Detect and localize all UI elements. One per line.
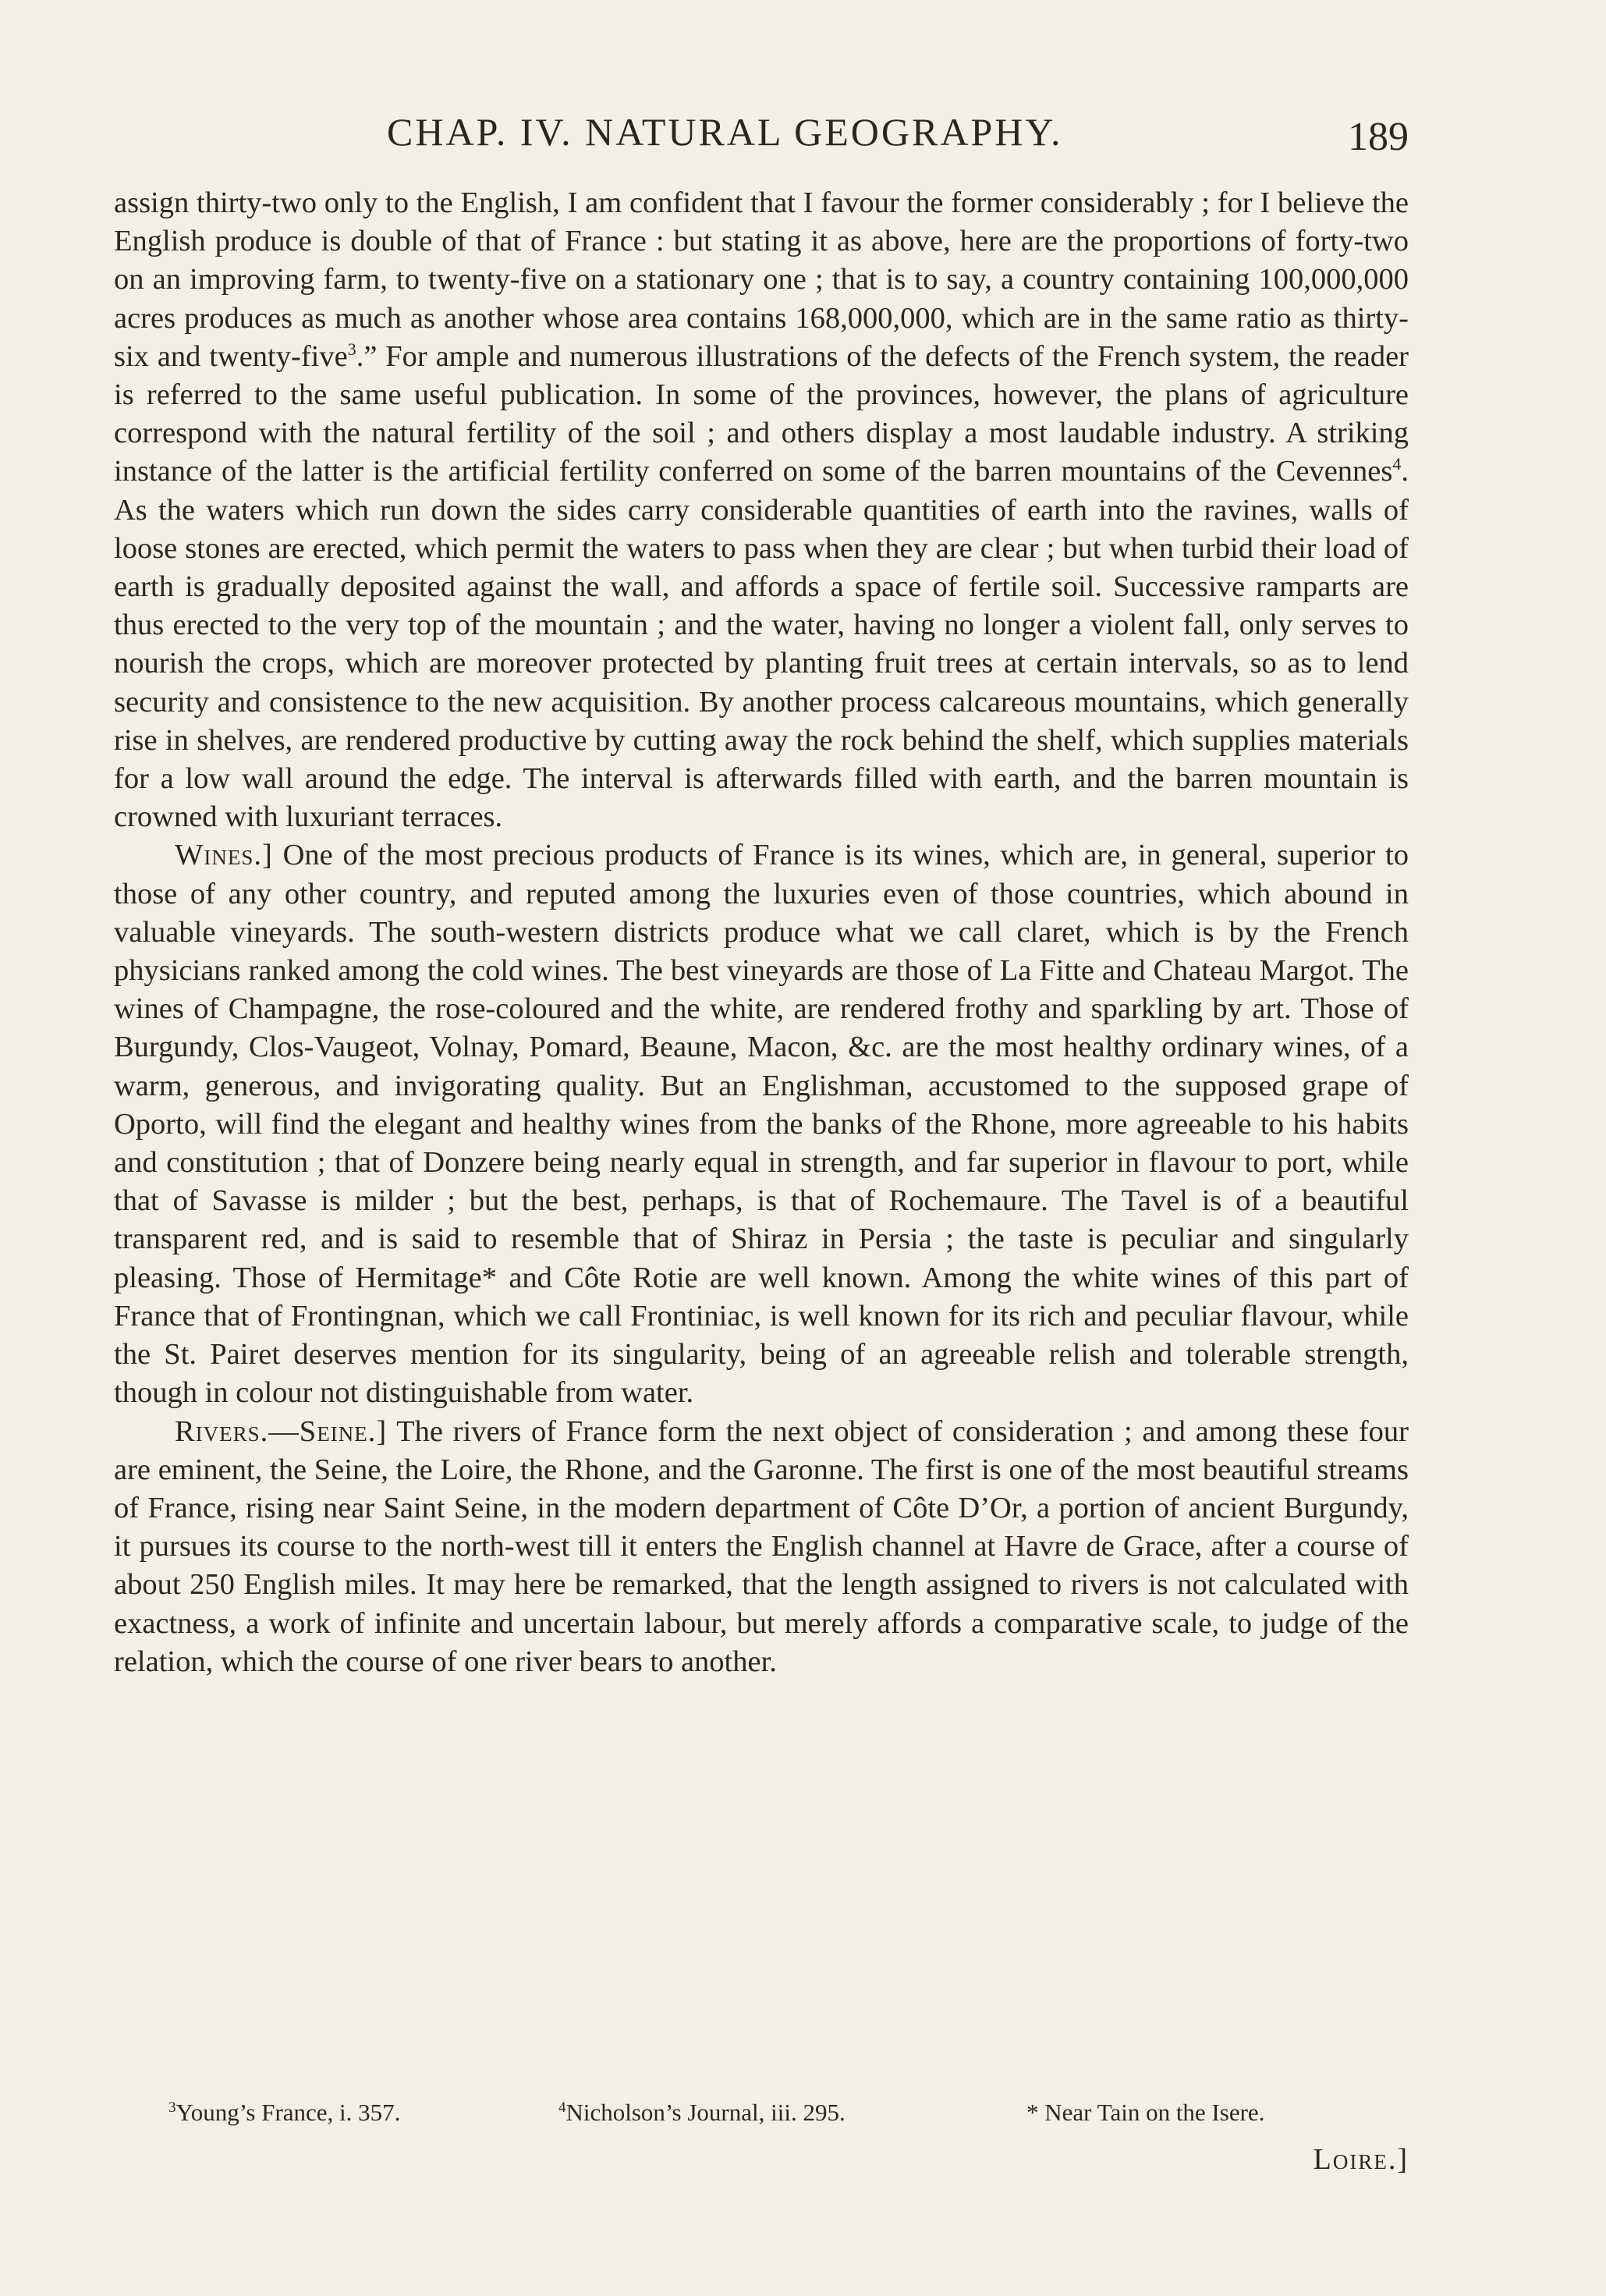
footnotes [114,2099,1409,2133]
footnote-ref-4: 4 [1392,454,1402,474]
paragraph-text: .” For ample and numerous illustrations of the defects of the French system, the reader is referred to the same useful publication. In some of the provinces, however, the plans of agriculture correspond with the natural fertility of the soil ; and others display a most laudable industry. A striking instance of the latter is the artificial fertility conferred on some of the barren mountains of the Cevennes [114,339,1409,488]
paragraph-agriculture [114,184,1409,836]
footnote-text: Young’s France, i. 357. [175,2099,401,2126]
footnote-4 [558,2099,846,2127]
page-header [114,103,1409,159]
footnote-mark: 3 [168,2099,176,2116]
footnote-text: Near Tain on the Isere. [1038,2099,1265,2126]
paragraph-text: assign thirty-two only to the English, I am confident that I favour the former considerably ; for I believe the English produce is double of that of France : but stating it as above, here are the proportions of forty-two on an improving farm, to twenty-five on a stationary one ; that is to say, a country containing 100,000,000 acres produces as much as another whose area contains 168,000,000, which are in the same ratio as thirty-six and twenty-five [114,186,1409,373]
footnote-mark: 4 [558,2099,566,2116]
footnote-star [1026,2099,1264,2127]
page-number: 189 [1348,115,1409,159]
running-head: CHAP. IV. NATURAL GEOGRAPHY. [387,110,1063,154]
footnote-mark: * [1026,2099,1039,2126]
paragraph-text: The rivers of France form the next object of consideration ; and among these four are eminent, the Seine, the Loire, the Rhone, and the Garonne. The first is one of the most beautiful streams of France, rising near Saint Seine, in the modern department of Côte D’Or, a portion of ancient Burgundy, it pursues its course to the north-west till it enters the English channel at Havre de Grace, after a course of about 250 English miles. It may here be remarked, that the length assigned to rivers is not calculated with exactness, a work of infinite and uncertain labour, but merely affords a comparative scale, to judge of the relation, which the course of one river bears to another. [114,1414,1409,1678]
footnote-3 [168,2099,400,2127]
paragraph-text: and Côte Rotie are well known. Among the white wines of this part of France that of Frontingnan, which we call Frontiniac, is well known for its rich and peculiar flavour, while the St. Pairet deserves mention for its singularity, being of an agreeable relish and tolerable strength, though in colour not distinguishable from water. [114,1261,1409,1410]
section-heading-rivers-seine: Rivers.—Seine.] [175,1414,388,1448]
paragraph-text: . As the waters which run down the sides carry considerable quantities of earth into the ravines, walls of loose stones are erected, which permit the waters to pass when they are clear ; but when turbid their load of earth is gradually deposited against the wall, and affords a space of fertile soil. Successive ramparts are thus erected to the very top of the mountain ; and the water, having no longer a violent fall, only serves to nourish the crops, which are moreover protected by planting fruit trees at certain intervals, so as to lend security and consistence to the new acquisition. By another process calcareous mountains, which generally rise in shelves, are rendered productive by cutting away the rock behind the shelf, which supplies materials for a low wall around the edge. The interval is afterwards filled with earth, and the barren mountain is crowned with luxuriant terraces. [114,455,1409,834]
paragraph-rivers [114,1413,1409,1681]
section-heading-wines: Wines.] [175,839,273,872]
catchword: Loire.] [1313,2143,1409,2176]
footnote-ref-star: * [481,1261,498,1294]
footnote-ref-3: 3 [347,339,356,359]
body-text [114,184,1409,1681]
footnote-text: Nicholson’s Journal, iii. 295. [565,2099,846,2126]
paragraph-text: One of the most precious products of France is its wines, which are, in general, superior to those of any other country, and reputed among the luxuries even of those countries, which abound in valuable vineyards. The south-western districts produce what we call claret, which is by the French physicians ranked among the cold wines. The best vineyards are those of La Fitte and Chateau Margot. The wines of Champagne, the rose-coloured and the white, are rendered frothy and sparkling by art. Those of Burgundy, Clos-Vaugeot, Volnay, Pomard, Beaune, Macon, &c. are the most healthy ordinary wines, of a warm, generous, and invigorating quality. But an Englishman, accustomed to the supposed grape of Oporto, will find the elegant and healthy wines from the banks of the Rhone, more agreeable to his habits and constitution ; that of Donzere being nearly equal in strength, and far superior in flavour to port, while that of Savasse is milder ; but the best, perhaps, is that of Rochemaure. The Tavel is of a beautiful transparent red, and is said to resemble that of Shiraz in Persia ; the taste is peculiar and singularly pleasing. Those of Hermitage [114,839,1409,1294]
paragraph-wines [114,836,1409,1412]
